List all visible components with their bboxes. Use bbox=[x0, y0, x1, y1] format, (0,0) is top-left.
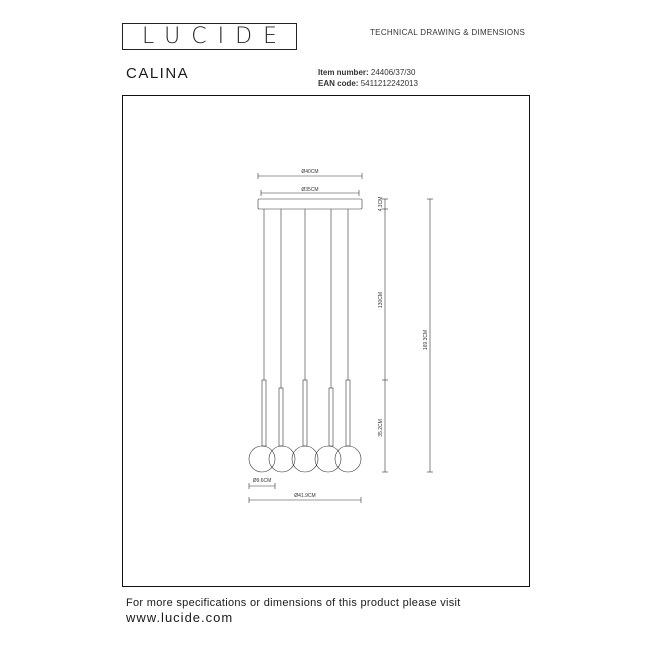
stem bbox=[262, 380, 266, 446]
globe bbox=[269, 446, 295, 472]
footer-website-link[interactable]: www.lucide.com bbox=[126, 610, 234, 625]
item-number-value: 24406/37/30 bbox=[370, 68, 416, 77]
footer-info-text: For more specifications or dimensions of this product please visit bbox=[126, 597, 461, 609]
dim-canopy-height-label: 4.3CM bbox=[378, 196, 384, 212]
ean-code-label: EAN code: bbox=[318, 79, 359, 88]
document-type-label: TECHNICAL DRAWING & DIMENSIONS bbox=[370, 28, 526, 37]
globe bbox=[335, 446, 361, 472]
stem bbox=[346, 380, 350, 446]
stem bbox=[329, 388, 333, 446]
item-number-label: Item number: bbox=[318, 68, 369, 77]
product-name: CALINA bbox=[126, 65, 190, 82]
dim-cable-label: 130CM bbox=[378, 291, 384, 309]
dim-globe-label: Ø9.6CM bbox=[252, 478, 272, 484]
stem bbox=[279, 388, 283, 446]
globe bbox=[249, 446, 275, 472]
dim-canopy-outer-label: Ø40CM bbox=[301, 169, 319, 175]
globe bbox=[292, 446, 318, 472]
canopy bbox=[258, 199, 362, 209]
globe bbox=[315, 446, 341, 472]
ean-code-value: 5411212242013 bbox=[360, 79, 418, 88]
dim-canopy-inner-label: Ø35CM bbox=[301, 187, 319, 193]
dim-total-label: 169.3CM bbox=[423, 329, 429, 351]
stem bbox=[303, 380, 307, 446]
dim-pendant-label: 35.2CM bbox=[378, 419, 384, 437]
dim-spread-label: Ø41.9CM bbox=[294, 493, 316, 499]
lucide-logo: LUCIDE bbox=[122, 23, 297, 50]
